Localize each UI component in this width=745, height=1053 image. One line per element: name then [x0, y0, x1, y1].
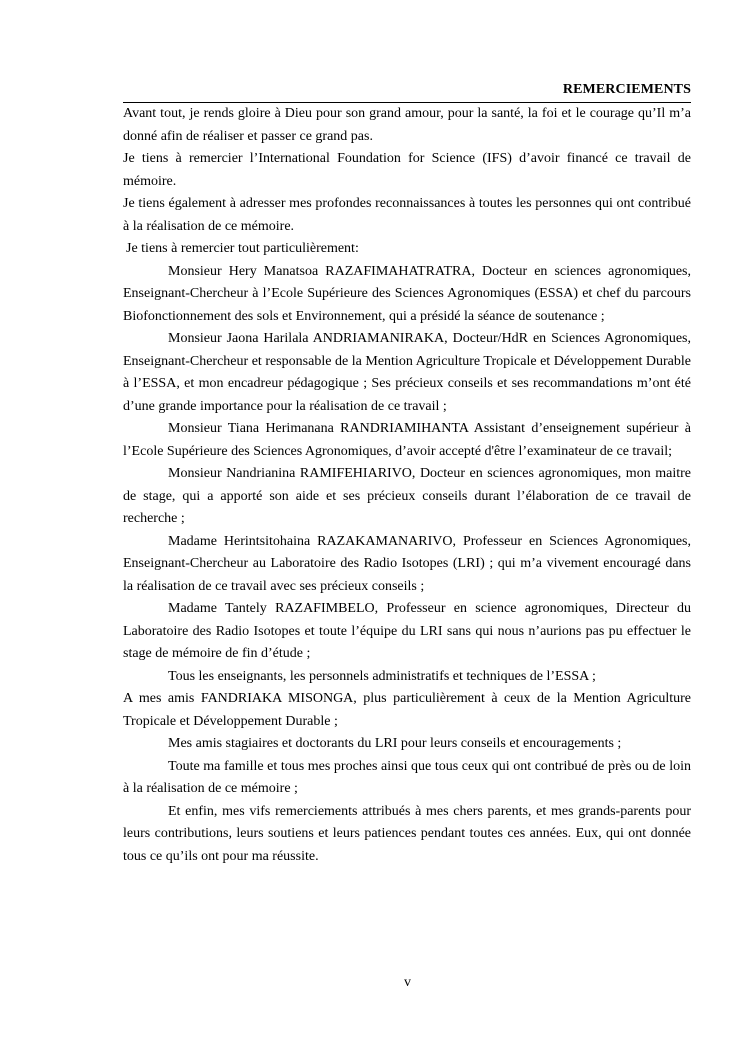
paragraph-thanks-parents: Et enfin, mes vifs remerciements attribués à mes chers parents, et mes grands-parents pour leurs contributions, leurs soutiens et leurs patiences pendant toutes ces années. Eux, qui ont donnée tous ce qu’ils ont pour ma réussite.: [123, 803, 691, 864]
paragraph-general-thanks: Je tiens également à adresser mes profondes reconnaissances à toutes les personnes qui ont contribué à la réalisation de ce mémoire.: [123, 196, 691, 234]
paragraph-thanks-family: Toute ma famille et tous mes proches ainsi que tous ceux qui ont contribué de près ou de loin à la réalisation de ce mémoire ;: [123, 758, 691, 796]
page-title: REMERCIEMENTS: [562, 82, 691, 97]
paragraph-thanks-interns: Mes amis stagiaires et doctorants du LRI pour leurs conseils et encouragements ;: [168, 736, 622, 751]
paragraph-ifs-funding: Je tiens à remercier l’International Foundation for Science (IFS) d’avoir financé ce travail de mémoire.: [123, 151, 691, 189]
page-number: v: [404, 975, 411, 990]
paragraph-thanks-internship-master: Monsieur Nandrianina RAMIFEHIARIVO, Docteur en sciences agronomiques, mon maitre de stage, qui a apporté son aide et ses précieux conseils durant l’élaboration de ce travail de recherche ;: [123, 466, 691, 526]
paragraph-thanks-supervisor: Monsieur Jaona Harilala ANDRIAMANIRAKA, Docteur/HdR en Sciences Agronomiques, Enseignant-Chercheur et responsable de la Mention Agriculture Tropicale et Développement Durable à l’ESSA, et mon encadreur pédagogique ; Ses précieux conseils et ses recommandations m’ont été d’une grande importance pour la réalisation de ce travail ;: [123, 331, 691, 414]
paragraph-thanks-essa-staff: Tous les enseignants, les personnels administratifs et techniques de l’ESSA ;: [168, 668, 596, 684]
paragraph-thanks-president: Monsieur Hery Manatsoa RAZAFIMAHATRATRA, Docteur en sciences agronomiques, Enseignant-Chercheur à l’Ecole Supérieure des Sciences Agronomiques (ESSA) et chef du parcours Biofonctionnement des sols et Environnement, qui a présidé la séance de soutenance ;: [123, 263, 691, 324]
paragraph-thanks-lri-director: Madame Tantely RAZAFIMBELO, Professeur en science agronomiques, Directeur du Laboratoire des Radio Isotopes et toute l’équipe du LRI sans qui nous n’aurions pas pu effectuer le stage de mémoire de fin d’étude ;: [123, 601, 691, 661]
paragraph-thanks-examiner: Monsieur Tiana Herimanana RANDRIAMIHANTA Assistant d’enseignement supérieur à l’Ecole Supérieure des Sciences Agronomiques, d’avoir accepté d'être l’examinateur de ce travail;: [123, 421, 691, 459]
paragraph-thanks-lri-professor: Madame Herintsitohaina RAZAKAMANARIVO, Professeur en Sciences Agronomiques, Enseignant-Chercheur au Laboratoire des Radio Isotopes (LRI) ; qui m’a vivement encouragé dans la réalisation de ce travail avec ses précieux conseils ;: [123, 533, 691, 594]
page-header: [123, 79, 691, 103]
paragraph-thanks-friends: A mes amis FANDRIAKA MISONGA, plus particulièrement à ceux de la Mention Agriculture Tropicale et Développement Durable ;: [123, 691, 691, 729]
paragraph-particular-thanks-intro: Je tiens à remercier tout particulièrement:: [126, 241, 359, 256]
acknowledgements-body: [123, 103, 691, 868]
paragraph-gratitude-god: Avant tout, je rends gloire à Dieu pour son grand amour, pour la santé, la foi et le courage qu’Il m’a donné afin de réaliser et passer ce grand pas.: [123, 106, 691, 144]
